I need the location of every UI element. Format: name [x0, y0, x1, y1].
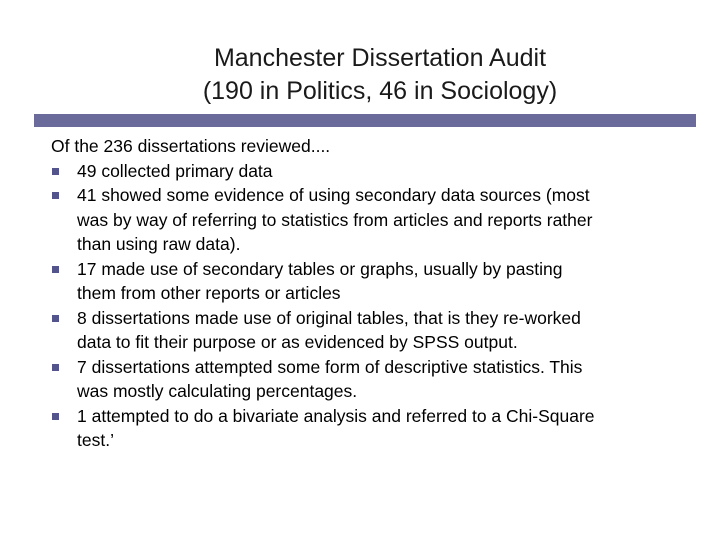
title-line-2: (190 in Politics, 46 in Sociology)	[202, 77, 558, 105]
title-line-1: Manchester Dissertation Audit	[213, 44, 547, 72]
bullet-item	[51, 183, 691, 257]
slide-title	[130, 42, 630, 108]
bullet-item	[51, 355, 691, 404]
intro-text: Of the 236 dissertations reviewed....	[51, 136, 331, 156]
bullet-item	[51, 306, 691, 355]
bullet-text-line: 8 dissertations made use of original tables, that is they re-worked	[77, 307, 581, 328]
bullet-text-line: was mostly calculating percentages.	[77, 381, 358, 401]
square-bullet-icon	[52, 364, 59, 371]
square-bullet-icon	[52, 168, 59, 175]
bullet-item	[51, 159, 691, 184]
bullet-text-line: 49 collected primary data	[77, 160, 273, 181]
bullet-text-line: them from other reports or articles	[77, 283, 341, 303]
square-bullet-icon	[52, 192, 59, 199]
bullet-item	[51, 257, 691, 306]
bullet-item	[51, 404, 691, 453]
bullet-list	[51, 159, 691, 453]
bullet-text-line: 17 made use of secondary tables or graphs, usually by pasting	[77, 258, 563, 279]
bullet-text-line: than using raw data).	[77, 234, 241, 254]
bullet-text-line: test.’	[77, 430, 114, 450]
bullet-text-line: 1 attempted to do a bivariate analysis and referred to a Chi-Square	[77, 405, 595, 426]
title-divider-bar	[34, 114, 696, 127]
bullet-text-line: was by way of referring to statistics from articles and reports rather	[77, 209, 593, 230]
bullet-text-line: 41 showed some evidence of using secondary data sources (most	[77, 185, 590, 205]
square-bullet-icon	[52, 315, 59, 322]
square-bullet-icon	[52, 266, 59, 273]
bullet-text-line: data to fit their purpose or as evidenced by SPSS output.	[77, 332, 518, 352]
slide-body	[51, 134, 691, 453]
bullet-text-line: 7 dissertations attempted some form of descriptive statistics. This	[77, 356, 583, 377]
square-bullet-icon	[52, 413, 59, 420]
